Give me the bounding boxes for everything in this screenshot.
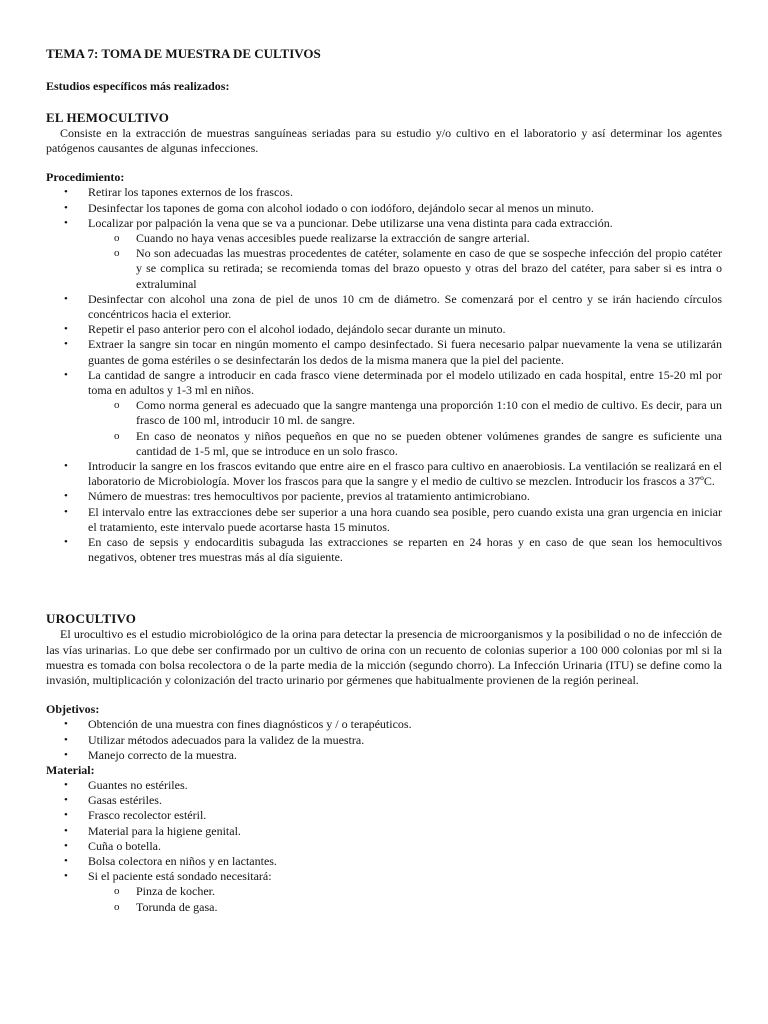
list-item	[46, 216, 722, 292]
sublist-item-text: En caso de neonatos y niños pequeños en que no se pueden obtener volúmenes grandes de sangre es suficiente una cantidad de 1-5 ml, que se introduce en un solo frasco.	[136, 428, 722, 458]
bullet-icon: •	[64, 733, 68, 746]
list-item	[46, 535, 722, 565]
list-item	[46, 839, 722, 854]
sublist-item-text: Como norma general es adecuado que la sangre mantenga una proporción 1:10 con el medio de cultivo. Es decir, para un frasco de 100 ml, introducir 10 ml. de sangre.	[136, 398, 722, 428]
list-item-text: Desinfectar con alcohol una zona de piel de unos 10 cm de diámetro. Se comenzará por el centro y se irán haciendo círculos concéntricos hacia el exterior.	[88, 291, 722, 322]
document-subtitle: Estudios específicos más realizados:	[46, 79, 230, 93]
bullet-icon: •	[64, 809, 68, 822]
list-item	[46, 717, 722, 732]
bullet-icon: •	[64, 778, 68, 791]
list-item-text: Guantes no estériles.	[88, 777, 188, 792]
list-item-text: La cantidad de sangre a introducir en cada frasco viene determinada por el modelo utilizado en cada hospital, entre 15-20 ml por toma en adultos y 1-3 ml en niños.	[88, 367, 722, 398]
circle-bullet-icon: o	[114, 900, 120, 913]
sublist-vena	[88, 231, 722, 292]
sublist-cantidad	[88, 398, 722, 459]
label-objetivos: Objetivos:	[46, 702, 100, 717]
bullet-icon: •	[64, 460, 68, 473]
bullet-icon: •	[64, 824, 68, 837]
bullet-icon: •	[64, 854, 68, 867]
list-item-text: Utilizar métodos adecuados para la validez de la muestra.	[88, 732, 365, 747]
list-item	[46, 459, 722, 489]
list-objetivos	[46, 717, 722, 763]
label-material: Material:	[46, 762, 95, 777]
list-item-text: Cuña o botella.	[88, 838, 161, 853]
sublist-item-text: Cuando no haya venas accesibles puede realizarse la extracción de sangre arterial.	[136, 231, 530, 246]
list-item	[46, 808, 722, 823]
list-item	[46, 869, 722, 915]
bullet-icon: •	[64, 323, 68, 336]
circle-bullet-icon: o	[114, 429, 120, 442]
list-item-text: Extraer la sangre sin tocar en ningún momento el campo desinfectado. Si fuera necesario palpar nuevamente la vena se utilizarán guantes de goma estériles o se desinfectarán los dedos de la misma manera que la piel del paciente.	[88, 337, 722, 367]
bullet-icon: •	[64, 338, 68, 351]
list-item-text: Desinfectar los tapones de goma con alcohol iodado o con iodóforo, dejándolo secar al menos un minuto.	[88, 200, 594, 215]
bullet-icon: •	[64, 186, 68, 199]
sublist-item	[88, 398, 722, 428]
sublist-item	[88, 231, 722, 246]
circle-bullet-icon: o	[114, 885, 120, 898]
bullet-icon: •	[64, 505, 68, 518]
list-item	[46, 185, 722, 200]
sublist-item-text: Torunda de gasa.	[136, 899, 218, 914]
list-item	[46, 778, 722, 793]
list-item	[46, 337, 722, 367]
list-item	[46, 489, 722, 504]
bullet-icon: •	[64, 718, 68, 731]
label-procedimiento: Procedimiento:	[46, 170, 125, 185]
list-item-text: El intervalo entre las extracciones debe ser superior a una hora cuando sea posible, pero cuando exista una gran urgencia en iniciar el tratamiento, este intervalo puede acortarse hasta 15 minutos.	[88, 504, 722, 534]
list-item	[46, 748, 722, 763]
bullet-icon: •	[64, 490, 68, 503]
sublist-sondado	[88, 884, 722, 914]
list-item-text: Si el paciente está sondado necesitará:	[88, 869, 272, 884]
list-item-text: En caso de sepsis y endocarditis subaguda las extracciones se reparten en 24 horas y en caso de que sean los hemocultivos negativos, obtener tres muestras más al día siguiente.	[88, 535, 722, 565]
circle-bullet-icon: o	[114, 247, 120, 260]
intro-urocultivo: El urocultivo es el estudio microbiológico de la orina para detectar la presencia de microorganismos y la posibilidad o no de infección de las vías urinarias. Lo que debe ser confirmado por un cultivo de orina con un recuento de colonias superior a 100 000 colonias por ml si la muestra es tomada con bolsa recolectora o de la parte media de la micción (segundo chorro). La Infección Urinaria (ITU) se define como la invasión, multiplicación y colonización del tracto urinario por gérmenes que habitualmente provienen de la región perineal.	[46, 627, 722, 688]
intro-hemocultivo: Consiste en la extracción de muestras sanguíneas seriadas para su estudio y/o cultivo en el laboratorio y así determinar los agentes patógenos causantes de algunas infecciones.	[46, 126, 722, 156]
list-item	[46, 824, 722, 839]
list-item	[46, 733, 722, 748]
list-item-text: Material para la higiene genital.	[88, 823, 241, 838]
bullet-icon: •	[64, 748, 68, 761]
sublist-item	[88, 900, 722, 915]
list-item	[46, 793, 722, 808]
list-procedimiento	[46, 185, 722, 565]
list-item-text: Frasco recolector estéril.	[88, 808, 207, 823]
sublist-item-text: No son adecuadas las muestras procedentes de catéter, solamente en caso de que se sospeche infección del propio catéter y se complica su retirada; se recomienda tomas del brazo opuesto y otras del brazo del catéter, para saber si es intra o extraluminal	[136, 246, 722, 291]
bullet-icon: •	[64, 794, 68, 807]
bullet-icon: •	[64, 216, 68, 229]
list-item	[46, 322, 722, 337]
list-item-text: Localizar por palpación la vena que se va a puncionar. Debe utilizarse una vena distinta para cada extracción.	[88, 215, 613, 230]
heading-urocultivo: UROCULTIVO	[46, 611, 137, 627]
section-urocultivo	[46, 611, 722, 914]
list-item-text: Repetir el paso anterior pero con el alcohol iodado, dejándolo secar durante un minuto.	[88, 322, 506, 337]
sublist-item	[88, 429, 722, 459]
list-item	[46, 201, 722, 216]
bullet-icon: •	[64, 201, 68, 214]
bullet-icon: •	[64, 536, 68, 549]
list-item-text: Introducir la sangre en los frascos evitando que entre aire en el frasco para cultivo en anaerobiosis. La ventilación se realizará en el laboratorio de Microbiología. Mover los frascos para que la sangre y el medio de cultivo se mezclen. Introducir los frascos a 37ºC.	[88, 459, 722, 489]
list-item-text: Número de muestras: tres hemocultivos por paciente, previos al tratamiento antimicrobiano.	[88, 489, 530, 504]
list-item-text: Manejo correcto de la muestra.	[88, 747, 237, 762]
sublist-item	[88, 246, 722, 292]
section-hemocultivo	[46, 110, 722, 565]
list-item	[46, 854, 722, 869]
bullet-icon: •	[64, 839, 68, 852]
bullet-icon: •	[64, 870, 68, 883]
bullet-icon: •	[64, 292, 68, 305]
bullet-icon: •	[64, 368, 68, 381]
list-material	[46, 778, 722, 915]
heading-hemocultivo: EL HEMOCULTIVO	[46, 110, 170, 125]
list-item-text: Gasas estériles.	[88, 793, 162, 808]
list-item-text: Bolsa colectora en niños y en lactantes.	[88, 853, 277, 868]
document-title: TEMA 7: TOMA DE MUESTRA DE CULTIVOS	[46, 46, 321, 61]
sublist-item	[88, 884, 722, 899]
circle-bullet-icon: o	[114, 232, 120, 245]
list-item	[46, 292, 722, 322]
sublist-item-text: Pinza de kocher.	[136, 884, 215, 899]
circle-bullet-icon: o	[114, 399, 120, 412]
list-item-text: Obtención de una muestra con fines diagnósticos y / o terapéuticos.	[88, 717, 412, 732]
list-item	[46, 368, 722, 459]
list-item-text: Retirar los tapones externos de los frascos.	[88, 185, 293, 200]
list-item	[46, 505, 722, 535]
